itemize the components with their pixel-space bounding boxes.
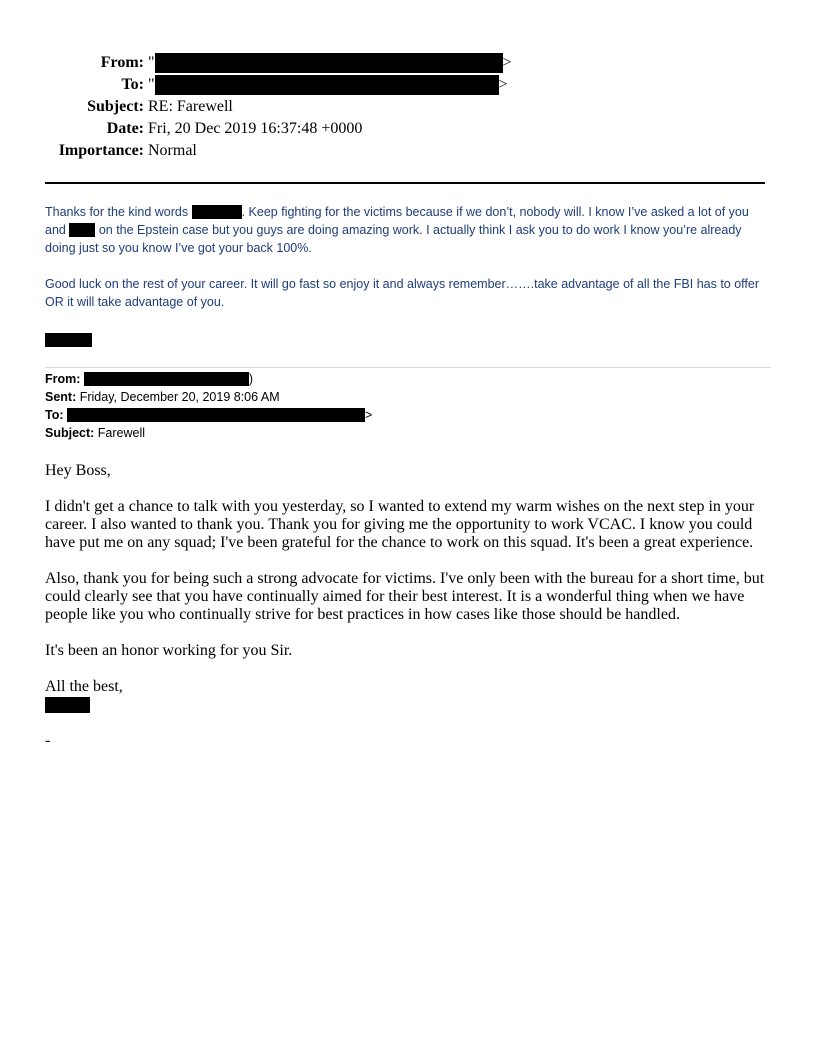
original-to-row: To: >: [45, 408, 373, 422]
from-value: " >: [148, 54, 512, 71]
date-value: Fri, 20 Dec 2019 16:37:48 +0000: [148, 120, 363, 137]
message-paragraph-1: I didn't get a chance to talk with you yesterday, so I wanted to extend my warm wishes on the next step in your career. I also wanted to thank you. Thank you for giving me the opportunity to work VCAC. I know you could have put me on any squad; I've been grateful for the chance to work on this squad. It's been a great experience.: [45, 498, 755, 551]
redaction-box: [155, 53, 503, 73]
redaction-box: [69, 223, 95, 237]
subject-value: RE: Farewell: [148, 98, 233, 115]
message-paragraph-2: Also, thank you for being such a strong advocate for victims. I've only been with the bureau for a short time, but could clearly see that you have continually aimed for their best interest. It is a wonderful thing when we have people like you who continually strive for best practices in how cases like those should be handled.: [45, 570, 765, 623]
redaction-box: [155, 75, 499, 95]
header-divider: [45, 182, 765, 184]
original-sent-row: Sent: Friday, December 20, 2019 8:06 AM: [45, 390, 280, 404]
redaction-box: [192, 205, 242, 219]
reply-paragraph-1: Thanks for the kind words . Keep fighting for the victims because if we don’t, nobody will. I know I’ve asked a lot of you and on the Epstein case but you guys are doing amazing work. I actually think I ask you to do work I know you’re already doing just so you know I’ve got your back 100%.: [45, 205, 749, 255]
redaction-box: [45, 697, 90, 713]
message-closing: All the best,: [45, 678, 123, 695]
to-label: To:: [121, 76, 144, 93]
subject-label: Subject:: [87, 98, 144, 115]
message-paragraph-3: It's been an honor working for you Sir.: [45, 642, 293, 659]
redaction-box: [84, 372, 249, 386]
date-label: Date:: [106, 120, 144, 137]
reply-paragraph-2: Good luck on the rest of your career. It will go fast so enjoy it and always remember…….take advantage of all the FBI has to offer OR it will take advantage of you.: [45, 277, 760, 309]
importance-value: Normal: [148, 142, 197, 159]
original-subject-row: Subject: Farewell: [45, 426, 146, 440]
original-from-row: From: ): [45, 372, 254, 386]
thread-divider: [45, 367, 771, 368]
message-greeting: Hey Boss,: [45, 462, 111, 479]
message-dash: -: [45, 732, 51, 749]
redaction-box: [67, 408, 365, 422]
from-label: From:: [100, 54, 144, 71]
importance-label: Importance:: [58, 142, 144, 159]
redaction-box: [45, 333, 92, 347]
to-value: " >: [148, 76, 508, 93]
